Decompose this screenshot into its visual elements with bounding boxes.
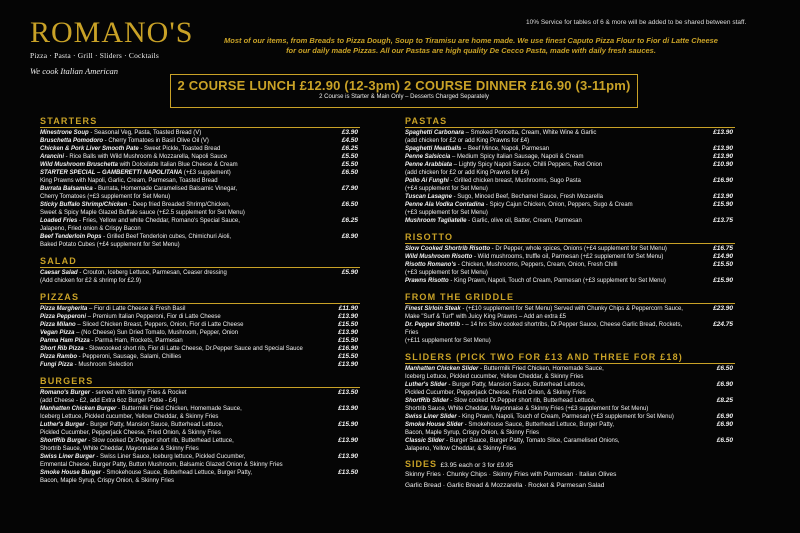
menu-item-description: (+£4 supplement for Set Menu) (405, 186, 488, 192)
menu-item (40, 185, 360, 193)
menu-item (405, 177, 735, 185)
menu-item-price: £13.90 (338, 453, 358, 460)
menu-item (40, 321, 360, 329)
menu-item-description: - Burrata, Homemade Caramelised Balsamic Vinegar, (92, 186, 237, 192)
menu-item (40, 137, 360, 145)
menu-item-description: - Burger Patty, Mansion Sauce, Butterhead Lettuce, (446, 382, 586, 388)
section-title: PASTAS (405, 116, 735, 128)
menu-item-name: Romano's Burger (40, 390, 91, 396)
menu-item (405, 217, 735, 225)
menu-item-name: Loaded Fries (40, 218, 78, 224)
menu-item-price: £15.50 (338, 337, 358, 344)
menu-item (40, 437, 360, 445)
menu-item (405, 389, 735, 397)
menu-item-name: Tuscan Lasagne (405, 194, 452, 200)
menu-item-description: Bacon, Maple Syrup, Crispy Onion, & Skinny Fries (40, 478, 175, 484)
menu-item-price: £3.90 (341, 129, 358, 136)
menu-item (405, 129, 735, 137)
menu-item (40, 209, 360, 217)
menu-section (405, 232, 735, 285)
menu-item (405, 397, 735, 405)
menu-item-price: £15.90 (713, 277, 733, 284)
menu-item (40, 445, 360, 453)
menu-item-description: (add chicken for £2 or add King Prawns for £4) (405, 170, 530, 176)
menu-item-description: Shortrib Sauce, White Cheddar, Mayonnaise & Skinny Fries (40, 446, 199, 452)
menu-item-description: with Dolcelatte Italian Blue Cheese & Cream (117, 162, 238, 168)
menu-item-price: £15.50 (338, 353, 358, 360)
home-made-note (196, 36, 746, 56)
menu-item (405, 413, 735, 421)
section-title: PIZZAS (40, 292, 360, 304)
menu-item-description: - Crouton, Iceberg Lettuce, Parmesan, Ceaser dressing (77, 270, 227, 276)
menu-item-description: - Pepperoni, Sausage, Salami, Chillies (77, 354, 182, 360)
menu-item (40, 225, 360, 233)
menu-item-price: £5.50 (341, 161, 358, 168)
menu-item-name: Classic Slider (405, 438, 445, 444)
menu-item-price: £13.50 (338, 469, 358, 476)
section-title: SALAD (40, 256, 360, 268)
menu-item-price: £5.90 (341, 269, 358, 276)
section-title: SLIDERS (PICK TWO FOR £13 AND THREE FOR £18) (405, 352, 735, 364)
menu-item-name: Luther's Burger (40, 422, 85, 428)
menu-item-name: Smoke House Burger (40, 470, 102, 476)
menu-item-description: - Buttermilk Fried Chicken, Homemade Sauce, (116, 406, 242, 412)
menu-item-description: - Grilled Beef Tenderloin cubes, Chimichuri Aioli, (101, 234, 232, 240)
service-note: 10% Service for tables of 6 & more will be added to be shared between staff. (526, 19, 747, 26)
menu-item-price: £11.90 (338, 305, 358, 312)
menu-item-name: Pollo Ai Funghi (405, 178, 449, 184)
sides-subtitle: £3.95 each or 3 for £9.95 (440, 462, 514, 469)
menu-item-description: - (+£10 supplement for Set Menu) Served with Chunky Chips & Peppercorn Sauce, (460, 306, 683, 312)
menu-item-description: - Burger Sauce, Burger Patty, Tomato Slice, Caramelised Onions, (444, 438, 620, 444)
menu-item-name: Penne Arabbiata (405, 162, 453, 168)
menu-item (405, 185, 735, 193)
menu-item-price: £6.25 (341, 145, 358, 152)
menu-item (405, 153, 735, 161)
menu-item (40, 353, 360, 361)
menu-item (40, 397, 360, 405)
menu-item-price: £13.75 (713, 217, 733, 224)
menu-item-name: Spaghetti Meatballs (405, 146, 462, 152)
menu-item-price: £13.90 (338, 329, 358, 336)
menu-item-name: Burrata Balsamica (40, 186, 93, 192)
menu-item-price: £15.50 (338, 321, 358, 328)
menu-item-name: Chicken & Pork Liver Smooth Pate (40, 146, 139, 152)
menu-item-name: Prawns Risotto (405, 278, 449, 284)
menu-item-price: £14.90 (713, 253, 733, 260)
menu-item (40, 129, 360, 137)
menu-item-description: - Smokehouse Sauce, Butterhead Lettuce, Burger Patty, (463, 422, 615, 428)
menu-item (40, 345, 360, 353)
menu-item-description: Jalapeno, Fried onion & Crispy Bacon (40, 226, 141, 232)
menu-item-name: Fungi Pizza (40, 362, 73, 368)
menu-item (40, 337, 360, 345)
menu-item (40, 233, 360, 241)
menu-item (405, 145, 735, 153)
menu-item-price: £13.90 (713, 153, 733, 160)
menu-item (405, 421, 735, 429)
menu-item-name: Wild Mushroom Risotto (405, 254, 473, 260)
menu-item (405, 209, 735, 217)
menu-item-price: £24.75 (713, 321, 733, 328)
menu-item-description: - Wild mushrooms, truffle oil, Parmesan (+£2 supplement for Set Menu) (472, 254, 664, 260)
menu-item-description: – Lightly Spicy Napoli Sauce, Chilli Peppers, Red Onion (452, 162, 603, 168)
menu-item (405, 277, 735, 285)
menu-item (40, 161, 360, 169)
menu-item (405, 161, 735, 169)
menu-item (405, 321, 735, 337)
logo (30, 16, 194, 76)
menu-section (405, 292, 735, 345)
menu-section (405, 116, 735, 225)
menu-item-description: (+£3 supplement for Set Menu) (405, 210, 488, 216)
menu-item-description: (add chicken for £2 or add King Prawns for £4) (405, 138, 530, 144)
menu-item-description: – Beef Mince, Napoli, Parmesan (461, 146, 550, 152)
menu-item-description: - Garlic, olive oil, Batter, Cream, Parmesan (466, 218, 582, 224)
menu-item-description: - Parma Ham, Rockets, Parmesan (89, 338, 183, 344)
menu-item-description: – Smoked Poncetta, Cream, White Wine & Garlic (464, 130, 597, 136)
menu-item (405, 337, 735, 345)
menu-item-name: Bruschetta Pomodoro (40, 138, 104, 144)
menu-item (405, 381, 735, 389)
menu-item-price: £16.90 (713, 177, 733, 184)
menu-item-description: - Rice Balls with Wild Mushroom & Mozzarella, Napoli Sauce (64, 154, 228, 160)
menu-item-description: – Sliced Chicken Breast, Peppers, Onion, Fior di Latte Cheese (75, 322, 244, 328)
brand-name: ROMANO'S (30, 16, 194, 49)
menu-item-price: £6.90 (716, 381, 733, 388)
menu-item-description: - Swiss Liner Sauce, Iceburg lettuce, Pickled Cucumber, (94, 454, 246, 460)
menu-item-description: - served with Skinny Fries & Rocket (90, 390, 187, 396)
menu-item-price: £13.90 (338, 405, 358, 412)
sides-line-2: Garlic Bread · Garlic Bread & Mozzarella · Rocket & Parmesan Salad (405, 482, 605, 489)
menu-item-name: Mushroom Tagliatelle (405, 218, 467, 224)
brand-slogan: We cook Italian American (30, 66, 119, 76)
menu-item-description: - Seasonal Veg, Pasta, Toasted Bread (V) (88, 130, 202, 136)
menu-item-price: £6.90 (716, 413, 733, 420)
menu-item-description: - Smokehouse Sauce, Butterhead Lettuce, Burger Patty, (101, 470, 253, 476)
menu-item-description: - Dr Pepper, whole spices, Onions (+£4 supplement for Set Menu) (490, 246, 667, 252)
menu-item-price: £6.50 (716, 437, 733, 444)
menu-item-description: - Deep fried Breaded Shrimp/Chicken, (127, 202, 231, 208)
menu-item-name: Finest Sirloin Steak (405, 306, 461, 312)
menu-item-price: £13.90 (713, 129, 733, 136)
menu-item (405, 137, 735, 145)
menu-item (40, 201, 360, 209)
menu-item-name: Beef Tenderloin Pops (40, 234, 102, 240)
menu-item (405, 305, 735, 313)
menu-item-price: £6.90 (716, 421, 733, 428)
menu-item (40, 405, 360, 413)
menu-item-description: (Add chicken for £2 & shrimp for £2.9) (40, 278, 142, 284)
menu-item (405, 405, 735, 413)
section-title: BURGERS (40, 376, 360, 388)
menu-item-name: Wild Mushroom Bruschetta (40, 162, 118, 168)
menu-item-price: £8.90 (341, 233, 358, 240)
menu-item-description: - – 14 hrs Slow cooked shortribs, Dr.Pepper Sauce, Cheese Garlic Bread, Rockets, Fries (405, 322, 683, 336)
menu-item (40, 421, 360, 429)
menu-item-description: Baked Potato Cubes (+£4 supplement for Set Menu) (40, 242, 180, 248)
menu-section (40, 116, 360, 249)
home-made-line-1: Most of our items, from Breads to Pizza Dough, Soup to Tiramisu are home made. We use finest Caputo Pizza Flour to Fior di Latte Cheese (224, 36, 718, 45)
deal-title: 2 COURSE LUNCH £12.90 (12-3pm) 2 COURSE DINNER £16.90 (3-11pm) (177, 78, 631, 93)
right-sections (405, 116, 735, 453)
menu-item-description: Bacon, Maple Syrup, Crispy Onion, & Skinny Fries (405, 430, 540, 436)
two-course-deal-box (170, 74, 638, 108)
menu-item-name: Pizza Rambo (40, 354, 78, 360)
menu-section (40, 376, 360, 485)
menu-item (40, 269, 360, 277)
menu-item (405, 169, 735, 177)
menu-item (40, 305, 360, 313)
menu-item-price: £23.90 (713, 305, 733, 312)
menu-item-description: (+£11 supplement for Set Menu) (405, 338, 491, 344)
menu-item-name: Swiss Liner Slider (405, 414, 457, 420)
menu-item-description: Make "Surf & Turf" with Juicy King Prawns – Add an extra £5 (405, 314, 567, 320)
menu-item-name: Swiss Liner Burger (40, 454, 95, 460)
menu-item (40, 145, 360, 153)
menu-item (405, 437, 735, 445)
menu-item-price: £6.50 (341, 169, 358, 176)
section-title: STARTERS (40, 116, 360, 128)
menu-item (405, 373, 735, 381)
menu-item-description: – Premium Italian Pepperoni, Fior di Latte Cheese (86, 314, 221, 320)
menu-item-description: - Slow cooked Dr.Pepper short rib, Butterhead Lettuce, (86, 438, 234, 444)
menu-item-description: - King Prawn, Napoli, Touch of Cream, Parmesan (+£3 supplement for Set Menu) (448, 278, 666, 284)
menu-item-description: Pickled Cucumber, Pepperjack Cheese, Fried Onion, & Skinny Fries (405, 390, 586, 396)
menu-item-description: - King Prawn, Napoli, Touch of Cream, Parmesan (+£3 supplement for Set Menu) (456, 414, 674, 420)
menu-item-description: - Chicken, Mushrooms, Peppers, Cream, Onion, Fresh Chilli (456, 262, 618, 268)
section-title: RISOTTO (405, 232, 735, 244)
menu-item-name: Manhatten Chicken Slider (405, 366, 479, 372)
menu-item (405, 201, 735, 209)
section-title: FROM THE GRIDDLE (405, 292, 735, 304)
sides-title: SIDES (405, 459, 438, 469)
menu-item-price: £4.50 (341, 137, 358, 144)
menu-item-description: (+£3 supplement) (182, 170, 231, 176)
menu-item-name: Smoke House Slider (405, 422, 464, 428)
menu-item-price: £15.90 (713, 201, 733, 208)
menu-item-description: - Fries, Yellow and white Cheddar, Romano's Special Sauce, (77, 218, 240, 224)
menu-item-name: Risotto Romano's (405, 262, 457, 268)
menu-item (40, 477, 360, 485)
menu-item-price: £15.90 (338, 421, 358, 428)
menu-item (40, 241, 360, 249)
menu-item-name: Sticky Buffalo Shrimp/Chicken (40, 202, 128, 208)
left-menu-column (40, 116, 360, 491)
menu-item-description: - Sugo, Minced Beef, Bechamel Sauce, Fresh Mozarella (451, 194, 603, 200)
menu-item-name: Luther's Slider (405, 382, 447, 388)
menu-item-name: Dr. Pepper Shortrib (405, 322, 461, 328)
menu-item-name: Spaghetti Carbonara (405, 130, 465, 136)
menu-item (40, 361, 360, 369)
menu-item-description: King Prawns with Napoli, Garlic, Cream, Parmesan, Toasted Bread (40, 178, 218, 184)
menu-item-description: Iceberg Lettuce, Pickled cucumber, Yellow Cheddar, & Skinny Fries (40, 414, 219, 420)
menu-item-description: Pickled Cucumber, Pepperjack Cheese, Fried Onion, & Skinny Fries (40, 430, 221, 436)
menu-item-name: Arancini (40, 154, 65, 160)
menu-item (40, 153, 360, 161)
menu-item-name: Pizza Margherita (40, 306, 88, 312)
menu-item (40, 453, 360, 461)
menu-item (405, 269, 735, 277)
menu-item-description: Iceberg Lettuce, Pickled cucumber, Yellow Cheddar, & Skinny Fries (405, 374, 584, 380)
menu-item-price: £7.90 (341, 185, 358, 192)
sides-line-1: Skinny Fries · Chunky Chips · Skinny Fries with Parmesan · Italian Olives (405, 471, 617, 478)
menu-item-description: - Cherry Tomatoes in Basil Olive Oil (V) (103, 138, 209, 144)
menu-item (405, 313, 735, 321)
menu-item-description: - Grilled chicken breast, Mushrooms, Sugo Pasta (448, 178, 581, 184)
home-made-line-2: for our daily made Pizzas. All our Pastas are high quality De Cecco Pasta, made with daily fresh sauces. (286, 46, 656, 55)
menu-item (40, 277, 360, 285)
deal-subtitle: 2 Course is Starter & Main Only – Desserts Charged Separately (319, 94, 489, 100)
sides-section (405, 459, 735, 491)
menu-item-name: Pizza Milano (40, 322, 76, 328)
menu-item-description: - Burger Patty, Mansion Sauce, Butterhead Lettuce, (84, 422, 224, 428)
menu-item-name: Pizza Pepperoni (40, 314, 87, 320)
menu-item-price: £5.50 (341, 153, 358, 160)
menu-item-price: £16.75 (713, 245, 733, 252)
menu-section (405, 352, 735, 453)
menu-item (405, 261, 735, 269)
menu-item-name: Penne Ala Vodka Contadina (405, 202, 485, 208)
menu-item-description: Sweet & Spicy Maple Glazed Buffalo sauce (+£2.5 supplement for Set Menu) (40, 210, 245, 216)
menu-section (40, 292, 360, 369)
menu-item-name: Parma Ham Pizza (40, 338, 90, 344)
menu-item-description: - Sweet Pickle, Toasted Bread (138, 146, 221, 152)
menu-item-description: - Slow cooked Dr.Pepper short rib, Butterhead Lettuce, (448, 398, 596, 404)
menu-item (40, 461, 360, 469)
menu-item (40, 413, 360, 421)
menu-item-price: £6.25 (341, 217, 358, 224)
menu-item (40, 313, 360, 321)
menu-item-price: £13.90 (713, 193, 733, 200)
menu-item-name: Manhatten Chicken Burger (40, 406, 117, 412)
menu-item-description: (+£3 supplement for Set Menu) (405, 270, 488, 276)
menu-item (40, 389, 360, 397)
menu-item-description: - Slowcooked short rib, Fior di Latte Cheese, Dr.Pepper Sauce and Special Sauce (83, 346, 303, 352)
menu-item (40, 193, 360, 201)
menu-item-price: £16.90 (338, 345, 358, 352)
menu-item (40, 429, 360, 437)
menu-item (405, 245, 735, 253)
menu-item-price: £10.90 (713, 161, 733, 168)
menu-item-name: Caesar Salad (40, 270, 78, 276)
menu-item-price: £8.25 (716, 397, 733, 404)
menu-item-price: £6.50 (716, 365, 733, 372)
menu-item-name: ShortRib Slider (405, 398, 449, 404)
menu-item-price: £6.50 (341, 201, 358, 208)
menu-item-name: Minestrone Soup (40, 130, 89, 136)
menu-item-name: ShortRib Burger (40, 438, 87, 444)
menu-item-description: – Fior di Latte Cheese & Fresh Basil (87, 306, 186, 312)
menu-item-name: Penne Salsiccia (405, 154, 451, 160)
menu-item-description: - Buttermilk Fried Chicken, Homemade Sauce, (478, 366, 604, 372)
brand-tagline: Pizza · Pasta · Grill · Sliders · Cocktails (30, 51, 159, 60)
menu-item-price: £13.90 (338, 437, 358, 444)
menu-item (405, 365, 735, 373)
menu-item (405, 429, 735, 437)
menu-section (40, 256, 360, 285)
menu-item-name: Short Rib Pizza (40, 346, 84, 352)
menu-item (405, 253, 735, 261)
menu-item-description: Emmental Cheese, Burger Patty, Button Mushroom, Balsamic Glazed Onion & Skinny Fries (40, 462, 283, 468)
menu-item-name: Vegan Pizza (40, 330, 75, 336)
menu-item-description: Shortrib Sauce, White Cheddar, Mayonnaise & Skinny Fries (+£3 supplement for Set Menu) (405, 406, 649, 412)
menu-item-price: £13.50 (338, 389, 358, 396)
menu-item-price: £13.90 (713, 145, 733, 152)
menu-item-description: - Spicy Cajun Chicken, Onion, Peppers, Sugo & Cream (484, 202, 633, 208)
menu-item-price: £13.90 (338, 361, 358, 368)
menu-item (40, 329, 360, 337)
menu-item (405, 445, 735, 453)
menu-item-description: - Mushroom Selection (73, 362, 134, 368)
menu-item-description: (add Cheese - £2, add Extra 6oz Burger Pattie - £4) (40, 398, 178, 404)
menu-item-description: – (No Cheese) Sun Dried Tomato, Mushroom, Pepper, Onion (74, 330, 239, 336)
menu-item (40, 177, 360, 185)
menu-item-description: Cherry Tomatoes (+£3 supplement for Set Menu) (40, 194, 171, 200)
menu-item-name: STARTER SPECIAL – GAMBERETTI NAPOLITANA (40, 170, 183, 176)
menu-item-description: Jalapeno, Yellow Cheddar, & Skinny Fries (405, 446, 517, 452)
menu-item-name: Slow Cooked Shortrib Risotto (405, 246, 490, 252)
menu-item (405, 193, 735, 201)
menu-item (40, 217, 360, 225)
menu-item-price: £15.50 (713, 261, 733, 268)
menu-item-price: £13.90 (338, 313, 358, 320)
menu-item-description: – Medium Spicy Italian Sausage, Napoli & Cream (450, 154, 584, 160)
menu-item (40, 469, 360, 477)
menu-item (40, 169, 360, 177)
right-menu-column (405, 116, 735, 491)
